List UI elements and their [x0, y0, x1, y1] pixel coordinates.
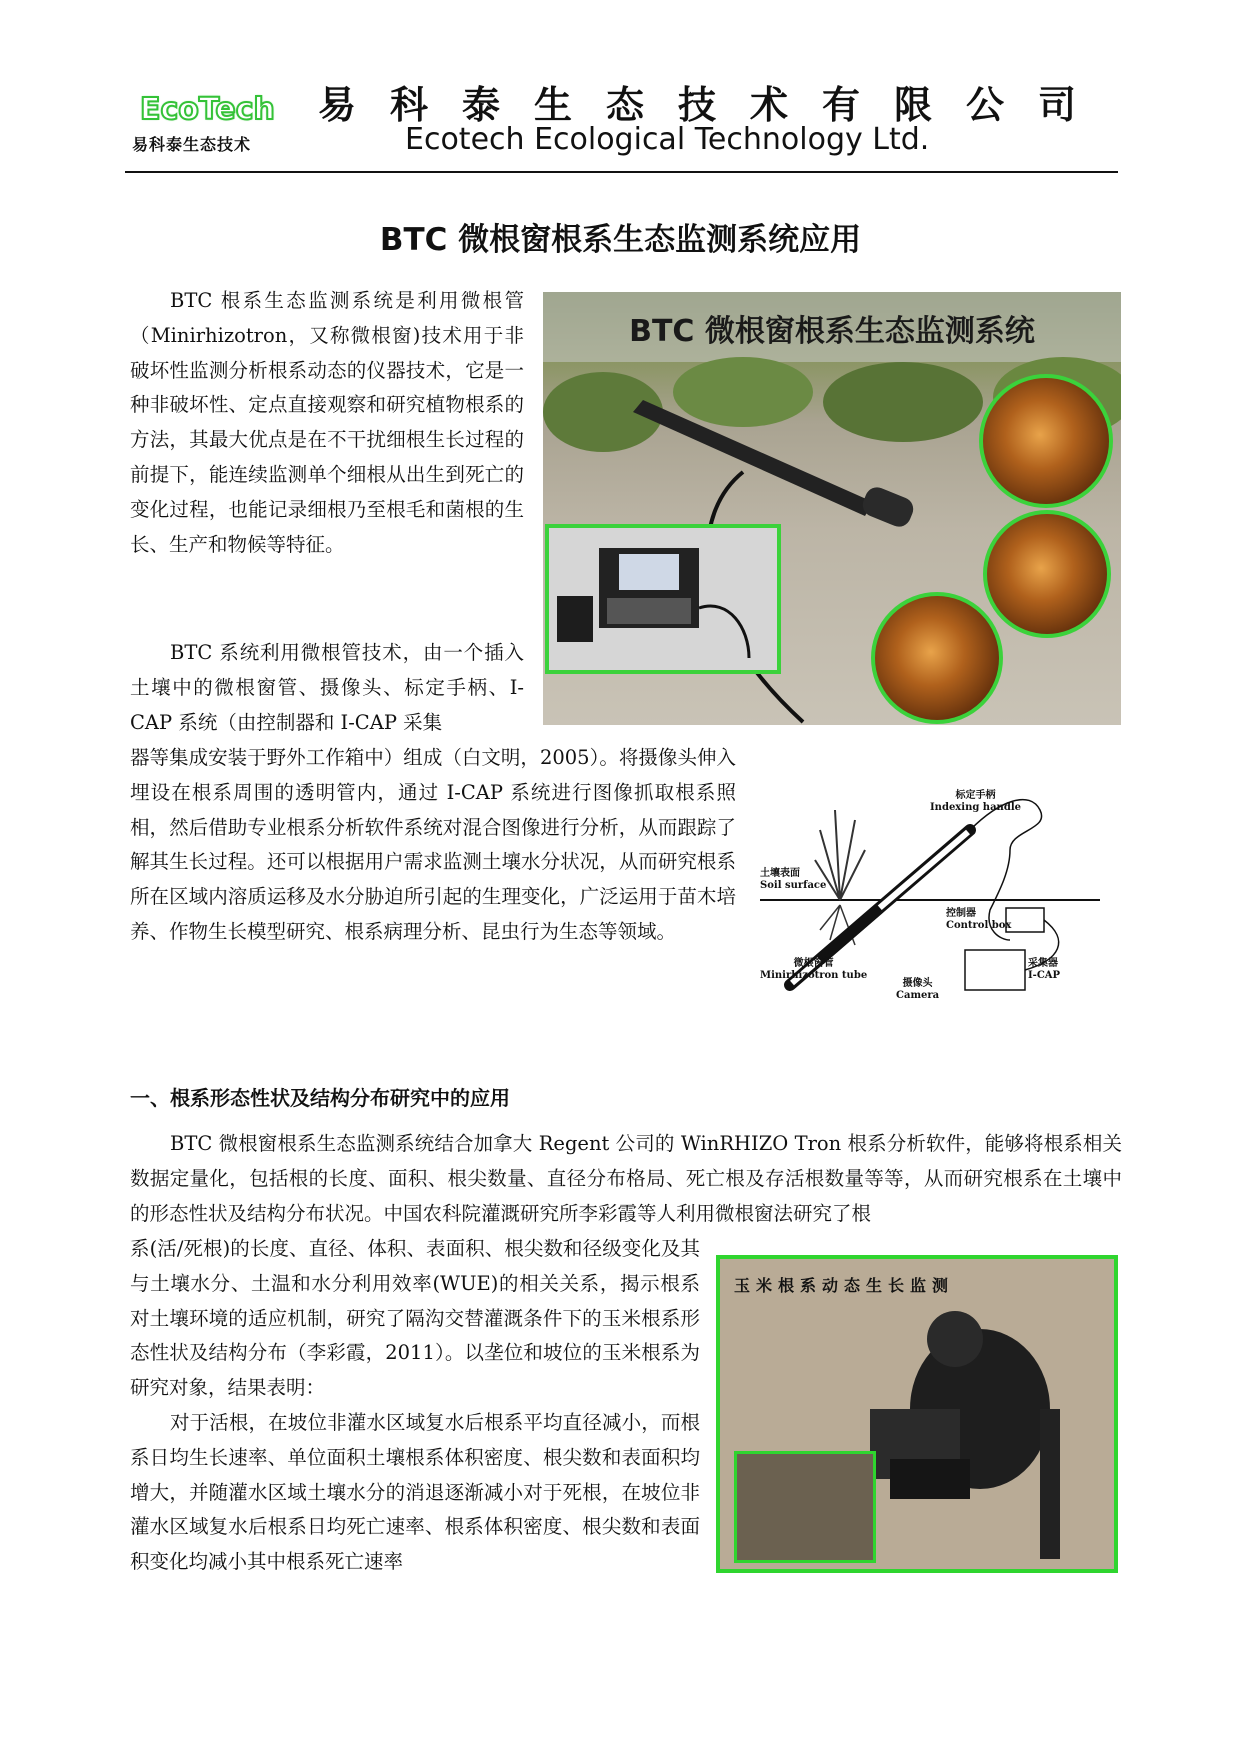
- label-icap-cn: 采集器: [1028, 958, 1058, 969]
- root-image-circle-3: [871, 592, 1003, 724]
- company-name-cn: 易科泰生态技术有限公司: [318, 82, 1111, 127]
- section-1-text-2: 对于活根，在坡位非灌水区域复水后根系平均直径减小，而根系日均生长速率、单位面积土壤根系体积密度、根尖数和表面积均增大，并随灌水区域土壤水分的消退逐渐减小对于死根，在坡位非灌水区域复水后根系日均死亡速率、根系体积密度、根尖数和表面积变化均减小其中根系死亡速率: [130, 1410, 700, 1574]
- system-schematic-diagram: [760, 790, 1100, 1010]
- intro-text-2a: BTC 系统利用微根管技术，由一个插入土壤中的微根窗管、摄像头、标定手柄、I-CAP 系统（由控制器和 I-CAP 采集: [130, 641, 524, 734]
- label-tube-en: Minirhizotron tube: [760, 970, 868, 981]
- section-1-heading: 一、根系形态性状及结构分布研究中的应用: [130, 1086, 510, 1110]
- logo-text: EcoTech: [140, 92, 275, 127]
- label-handle-en: Indexing handle: [930, 802, 1021, 813]
- header-divider: [125, 171, 1118, 173]
- label-handle-cn: 标定手柄: [955, 790, 996, 801]
- label-minirhizotron-tube: [760, 958, 867, 982]
- label-camera-cn: 摄像头: [902, 978, 933, 989]
- section-1-paragraph-1-rest: [130, 1232, 700, 1580]
- root-image-circle-2: [983, 510, 1111, 638]
- corn-root-monitoring-photo: [716, 1255, 1118, 1573]
- section-1-text-1b: 系(活/死根)的长度、直径、体积、表面积、根尖数和径级变化及其与土壤水分、土温和水分利用效率(WUE)的相关关系，揭示根系对土壤环境的适应机制，研究了隔沟交替灌溉条件下的玉米根系形态性状及结构分布（李彩霞，2011）。以垄位和坡位的玉米根系为研究对象，结果表明：: [130, 1237, 700, 1400]
- laptop-case-illustration: [549, 528, 777, 670]
- document-title: BTC 微根窗根系生态监测系统应用: [379, 222, 862, 258]
- label-control-en: Control box: [946, 920, 1012, 931]
- company-logo: [128, 86, 278, 156]
- tube-inset-photo: [734, 1451, 876, 1563]
- root-image-circle-1: [979, 374, 1113, 508]
- label-control-box: [946, 908, 1011, 932]
- intro-paragraph-2-bottom: [130, 741, 736, 950]
- label-soil-en: Soil surface: [760, 880, 827, 891]
- label-icap: [1028, 958, 1060, 982]
- intro-text-2b: 器等集成安装于野外工作箱中）组成（白文明，2005）。将摄像头伸入埋设在根系周围的透明管内，通过 I-CAP 系统进行图像抓取根系照相，然后借助专业根系分析软件系统对混合图像进行分析，从而跟踪了解其生长过程。还可以根据用户需求监测土壤水分状况，从而研究根系所在区域内溶质运移及水分胁迫所引起的生理变化，广泛运用于苗木培养、作物生长模型研究、根系病理分析、昆虫行为生态等领域。: [130, 746, 736, 943]
- photo2-caption: 玉米根系动态生长监测: [734, 1276, 955, 1295]
- photo-title: BTC 微根窗根系生态监测系统: [629, 314, 1035, 349]
- logo-subtitle: 易科泰生态技术: [132, 135, 252, 154]
- label-soil-surface: [760, 868, 826, 892]
- intro-paragraph-2-top: [130, 636, 524, 740]
- label-tube-cn: 微根窗管: [793, 958, 834, 969]
- btc-system-photo: [543, 292, 1121, 725]
- label-indexing-handle: [930, 790, 1021, 814]
- section-1-paragraph-1-full: [130, 1127, 1122, 1231]
- label-camera-en: Camera: [896, 990, 940, 1001]
- label-camera: [896, 978, 939, 1002]
- intro-paragraph-1: [130, 284, 524, 562]
- field-case-inset-photo: [545, 524, 781, 674]
- label-icap-en: I-CAP: [1028, 970, 1061, 981]
- label-control-cn: 控制器: [946, 908, 976, 919]
- label-soil-cn: 土壤表面: [760, 868, 800, 879]
- section-1-text-1: BTC 微根窗根系生态监测系统结合加拿大 Regent 公司的 WinRHIZO Tron 根系分析软件，能够将根系相关数据定量化，包括根的长度、面积、根尖数量、直径分布格局、死亡根及存活根数量等等，从而研究根系在土壤中的形态性状及结构分布状况。中国农科院灌溉研究所李彩霞等人利用微根窗法研究了根: [130, 1132, 1122, 1225]
- company-name-en: Ecotech Ecological Technology Ltd.: [405, 122, 930, 157]
- intro-text-1: BTC 根系生态监测系统是利用微根管（Minirhizotron，又称微根窗)技术用于非破坏性监测分析根系动态的仪器技术，它是一种非破坏性、定点直接观察和研究植物根系的方法，其最大优点是在不干扰细根生长过程的前提下，能连续监测单个细根从出生到死亡的变化过程，也能记录细根乃至根毛和菌根的生长、生产和物候等特征。: [130, 289, 524, 556]
